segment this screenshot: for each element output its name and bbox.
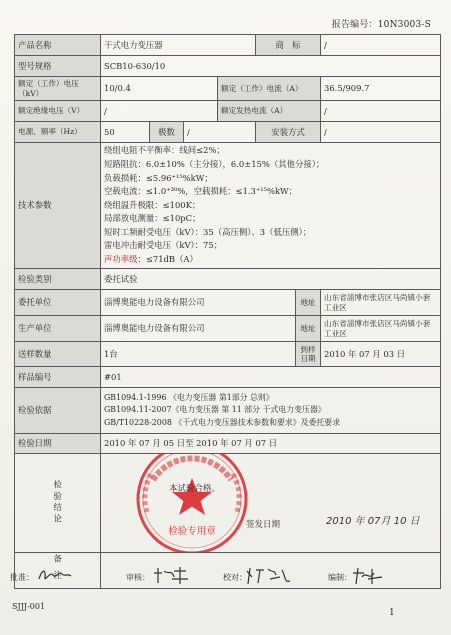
row-tech <box>15 143 441 269</box>
sound-power-value: ：≤71dB（A） <box>137 254 198 265</box>
label-client-address: 地址 <box>296 290 321 316</box>
approve-signature <box>36 565 76 587</box>
label-installation: 安装方式 <box>256 122 321 143</box>
label-rated-voltage: 额定（工作）电压（kV） <box>15 77 101 101</box>
value-client: 淄博奥能电力设备有限公司 <box>101 290 296 316</box>
label-trademark: 商 标 <box>256 35 321 56</box>
page-number: 1 <box>389 608 395 618</box>
value-basis <box>101 388 441 434</box>
value-inspection-type: 委托试验 <box>101 269 441 290</box>
label-conclusion: 检验结论 <box>52 480 63 526</box>
label-manufacturer: 生产单位 <box>15 316 101 342</box>
label-poles: 极数 <box>150 122 184 143</box>
value-conclusion-cell <box>101 454 441 553</box>
review-signature <box>150 565 192 587</box>
value-arrival-date: 2010 年 07 月 03 日 <box>321 342 441 367</box>
value-manufacturer-address: 山东省淄博市张店区马尚镇小套工业区 <box>321 316 441 342</box>
value-inspection-date: 2010 年 07 月 05 日至 2010 年 07 月 07 日 <box>101 434 441 454</box>
tech-line: 负载损耗：≤5.96⁺¹⁵%kW； <box>104 172 213 183</box>
row-date <box>15 434 441 454</box>
label-remarks: 备注 <box>52 554 63 587</box>
value-power-frequency: 50 <box>101 122 150 143</box>
label-arrival-date: 到样日期 <box>296 342 321 367</box>
value-installation: / <box>321 122 441 143</box>
label-thermal-current: 额定发热电流（A） <box>218 101 321 122</box>
basis-line: GB/T10228-2008 《干式电力变压器技术参数和要求》及委托要求 <box>104 417 341 427</box>
conclusion-text: 本试验合格。 <box>169 484 221 494</box>
tech-line: 绕组电阻不平衡率：线间≤2%； <box>104 145 225 156</box>
check-label: 校对： <box>223 573 247 582</box>
tech-line-sound <box>104 253 437 267</box>
label-inspection-date: 检验日期 <box>15 434 101 454</box>
row-sample-no <box>15 367 441 388</box>
approve-label: 批准： <box>10 573 34 582</box>
row-model <box>15 56 441 77</box>
tech-line: 雷电冲击耐受电压（kV）：75； <box>104 240 223 251</box>
value-thermal-current: / <box>321 101 441 122</box>
row-client <box>15 290 441 316</box>
basis-line: GB1094.1-1996 《电力变压器 第1部分 总则》 <box>104 392 274 402</box>
inspection-form-table <box>14 34 441 589</box>
label-model: 型号规格 <box>15 56 101 77</box>
value-client-address: 山东省淄博市张店区马尚镇小套工业区 <box>321 290 441 316</box>
sound-power-label: 声功率级 <box>104 254 138 265</box>
label-manufacturer-address: 地址 <box>296 316 321 342</box>
label-client: 委托单位 <box>15 290 101 316</box>
label-sample-no: 样品编号 <box>15 367 101 388</box>
label-inspection-type: 检验类别 <box>15 269 101 290</box>
label-quantity: 送样数量 <box>15 342 101 367</box>
value-rated-voltage: 10/0.4 <box>101 77 218 101</box>
label-insulation-voltage: 额定绝缘电压（V） <box>15 101 101 122</box>
label-conclusion-cell <box>15 454 101 553</box>
row-power <box>15 122 441 143</box>
row-product-name <box>15 35 441 56</box>
tech-line: 绕组温升极限：≤100K； <box>104 199 201 210</box>
basis-line: GB1094.11-2007《电力变压器 第 11 部分 干式电力变压器》 <box>104 405 326 415</box>
inspection-seal-stamp <box>133 454 251 553</box>
label-tech-params: 技术参数 <box>15 143 101 269</box>
value-insulation-voltage: / <box>101 101 218 122</box>
label-basis: 检验依据 <box>15 388 101 434</box>
label-product-name: 产品名称 <box>15 35 101 56</box>
report-number: 报告编号：10N3003-S <box>331 20 431 30</box>
label-power-frequency: 电源、频率（Hz） <box>15 122 101 143</box>
tech-line: 空载电流：≤1.0⁺³⁰%，空载损耗：≤1.3⁺¹⁵%kW； <box>104 186 298 197</box>
value-sample-no: #01 <box>101 367 441 388</box>
compile-signature <box>350 565 386 587</box>
value-trademark: / <box>321 35 441 56</box>
value-product-name: 干式电力变压器 <box>101 35 256 56</box>
row-inspection-type <box>15 269 441 290</box>
row-voltage <box>15 77 441 101</box>
compile-label: 编制： <box>328 573 352 582</box>
tech-line: 短路阻抗：6.0±10%（主分接），6.0±15%（其他分接）； <box>104 158 325 169</box>
label-rated-current: 额定（工作）电流（A） <box>218 77 321 101</box>
value-rated-current: 36.5/909.7 <box>321 77 441 101</box>
tech-line: 局部放电测量：≤10pC； <box>104 213 201 224</box>
signature-bar <box>10 565 430 589</box>
row-manufacturer <box>15 316 441 342</box>
row-insulation <box>15 101 441 122</box>
value-model: SCB10-630/10 <box>101 56 441 77</box>
row-basis <box>15 388 441 434</box>
tech-line: 短时工频耐受电压（kV）：35（高压侧）、3（低压侧）； <box>104 226 312 237</box>
row-quantity <box>15 342 441 367</box>
issue-date-handwritten: 2010 年 07月 10 日 <box>326 516 420 527</box>
value-quantity: 1台 <box>101 342 296 367</box>
seal-text: 检验专用章 <box>168 526 216 537</box>
issue-date-label: 签发日期 <box>246 520 281 530</box>
value-manufacturer: 淄博奥能电力设备有限公司 <box>101 316 296 342</box>
value-tech-params <box>101 143 441 269</box>
review-label: 审核： <box>126 573 150 582</box>
check-signature <box>244 565 292 587</box>
value-poles: / <box>184 122 256 143</box>
form-code: SJJJ-001 <box>12 602 46 611</box>
row-conclusion <box>15 454 441 553</box>
